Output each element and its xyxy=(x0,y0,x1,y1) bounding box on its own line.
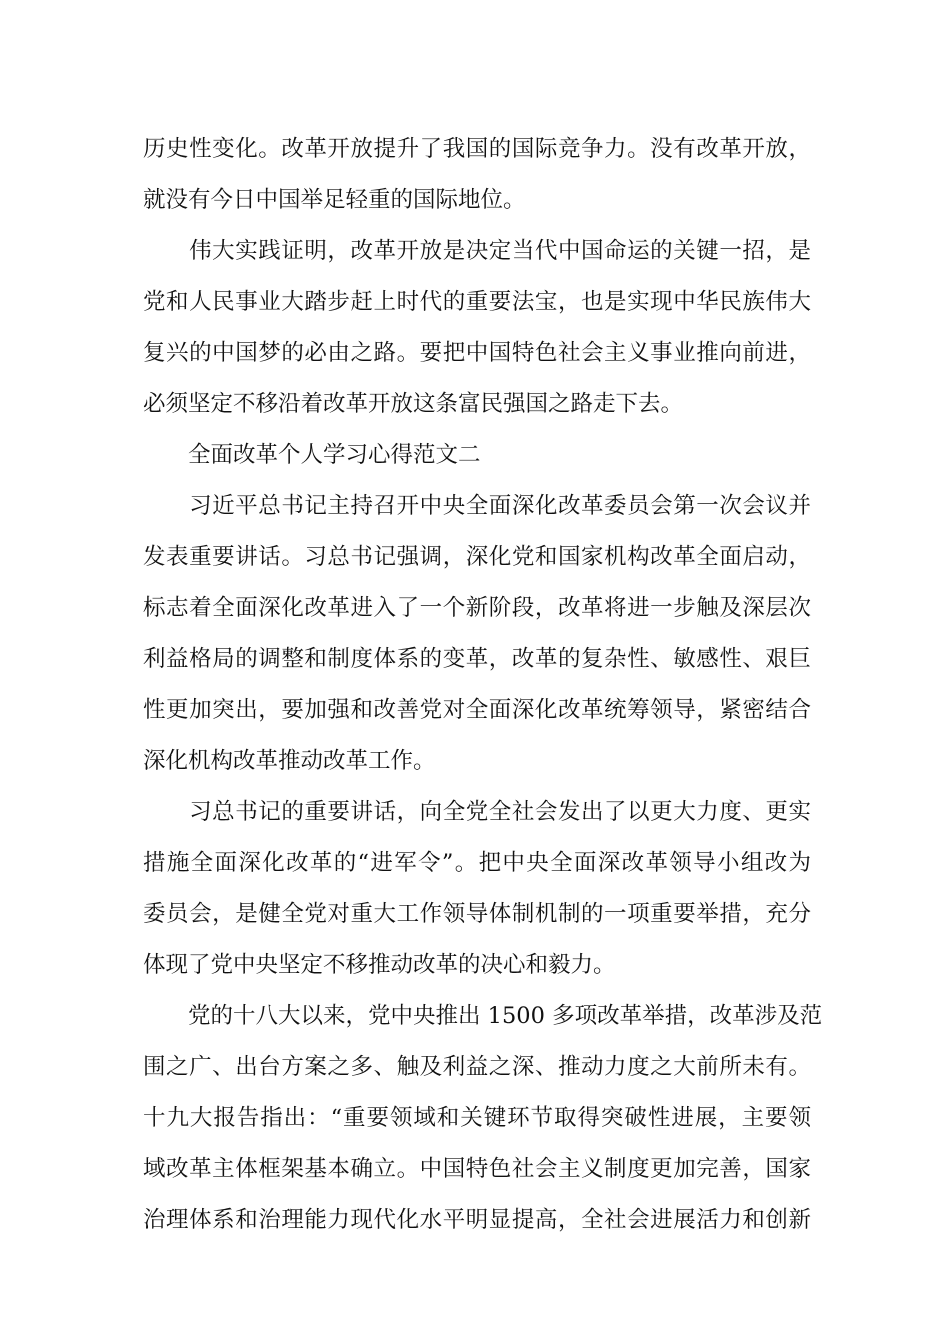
document-body xyxy=(143,124,823,1246)
text-line: 域改革主体框架基本确立。中国特色社会主义制度更加完善，国家 xyxy=(143,1156,811,1182)
text-line: 历史性变化。改革开放提升了我国的国际竞争力。没有改革开放， xyxy=(143,136,811,162)
text-line: 伟大实践证明，改革开放是决定当代中国命运的关键一招，是 xyxy=(143,238,811,264)
section-heading xyxy=(143,430,811,481)
paragraph-5 xyxy=(143,991,823,1246)
text-line: 党和人民事业大踏步赶上时代的重要法宝，也是实现中华民族伟大 xyxy=(143,289,811,315)
text-line: 性更加突出，要加强和改善党对全面深化改革统筹领导，紧密结合 xyxy=(143,697,811,723)
section-heading-text: 全面改革个人学习心得范文二 xyxy=(143,442,481,468)
text-line: 必须坚定不移沿着改革开放这条富民强国之路走下去。 xyxy=(143,391,684,417)
paragraph-2 xyxy=(143,226,811,430)
text-line: 措施全面深化改革的“进军令”。把中央全面深改革领导小组改为 xyxy=(143,850,811,876)
text-line: 委员会，是健全党对重大工作领导体制机制的一项重要举措，充分 xyxy=(143,901,811,927)
text-line: 就没有今日中国举足轻重的国际地位。 xyxy=(143,187,526,213)
paragraph-1 xyxy=(143,124,811,226)
text-line: 标志着全面深化改革进入了一个新阶段，改革将进一步触及深层次 xyxy=(143,595,811,621)
paragraph-3 xyxy=(143,481,811,787)
text-line: 党的十八大以来，党中央推出 1500 多项改革举措，改革涉及范 xyxy=(143,1003,823,1029)
text-line: 十九大报告指出：“重要领域和关键环节取得突破性进展，主要领 xyxy=(143,1105,811,1131)
text-line: 发表重要讲话。习总书记强调，深化党和国家机构改革全面启动， xyxy=(143,544,811,570)
text-line: 习近平总书记主持召开中央全面深化改革委员会第一次会议并 xyxy=(143,493,811,519)
text-line: 治理体系和治理能力现代化水平明显提高，全社会进展活力和创新 xyxy=(143,1207,811,1233)
text-line: 复兴的中国梦的必由之路。要把中国特色社会主义事业推向前进， xyxy=(143,340,811,366)
text-line: 利益格局的调整和制度体系的变革，改革的复杂性、敏感性、艰巨 xyxy=(143,646,811,672)
paragraph-4 xyxy=(143,787,811,991)
text-line: 围之广、出台方案之多、触及利益之深、推动力度之大前所未有。 xyxy=(143,1054,811,1080)
text-line: 深化机构改革推动改革工作。 xyxy=(143,748,436,774)
text-line: 体现了党中央坚定不移推动改革的决心和毅力。 xyxy=(143,952,616,978)
text-line: 习总书记的重要讲话，向全党全社会发出了以更大力度、更实 xyxy=(143,799,811,825)
